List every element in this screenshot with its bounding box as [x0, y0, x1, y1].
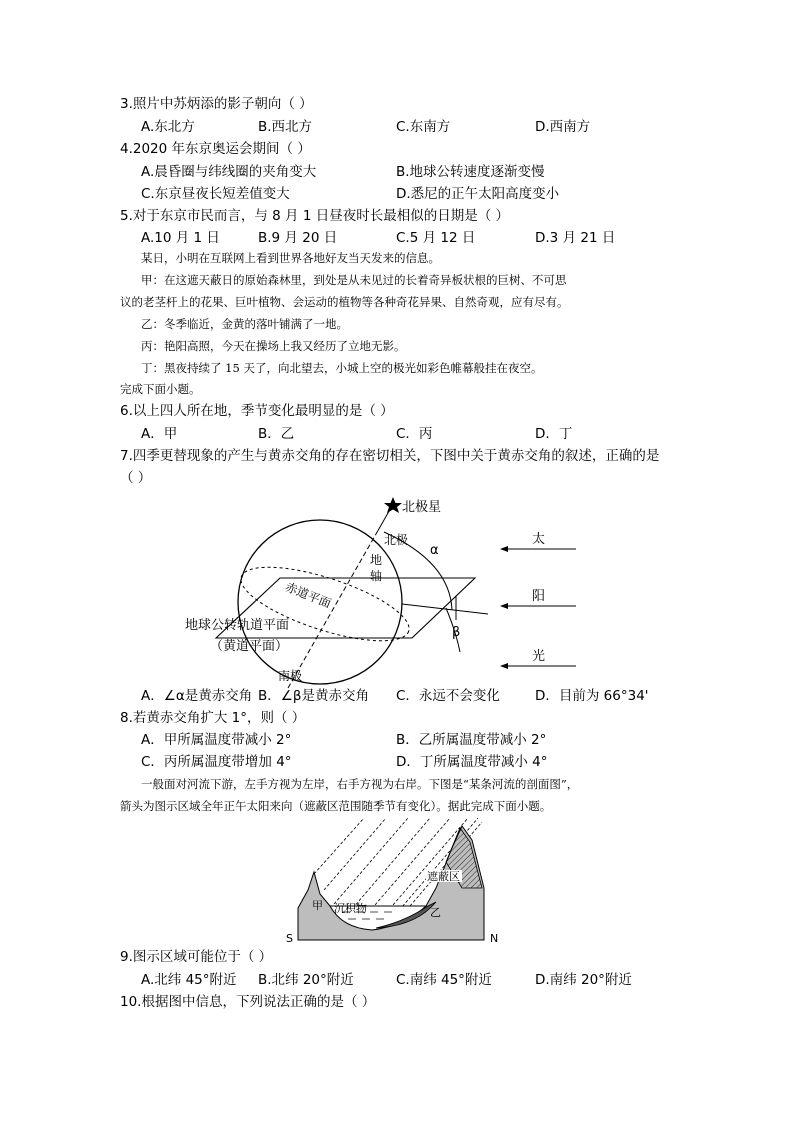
q10-stem: 10.根据图中信息，下列说法正确的是（ ） [120, 994, 376, 1010]
beta-line [402, 604, 488, 614]
arrowhead-icon [500, 546, 508, 552]
north-pole-label: 北极 [384, 533, 409, 547]
q4-option-a: A.晨昏圈与纬线圈的夹角变大 [141, 164, 317, 180]
n-label: N [490, 932, 499, 944]
q6-option-b: B．乙 [258, 426, 295, 442]
sun-label-1: 太 [532, 532, 546, 547]
q5-option-a: A.10 月 1 日 [141, 230, 220, 246]
polaris-label: 北极星 [402, 500, 442, 515]
passage2-line: 一般面对河流下游，左手方视为左岸，右手方视为右岸。下图是“某条河流的剖面图”， [141, 777, 579, 791]
q5-option-d: D.3 月 21 日 [535, 230, 616, 246]
q6-option-a: A．甲 [141, 426, 178, 442]
q8-stem: 8.若黄赤交角扩大 1°，则（ ） [120, 710, 306, 726]
beta-label: β [452, 625, 461, 640]
passage1-line: 丙：艳阳高照，今天在操场上我又经历了立地无影。 [141, 339, 406, 353]
q4-stem: 4.2020 年东京奥运会期间（ ） [120, 141, 311, 157]
q6-stem: 6.以上四人所在地，季节变化最明显的是（ ） [120, 403, 394, 419]
q3-option-c: C.东南方 [396, 119, 451, 135]
earth-axis [288, 534, 376, 688]
river-profile-diagram [286, 818, 506, 944]
q5-stem: 5.对于东京市民而言，与 8 月 1 日昼夜时长最相似的日期是（ ） [120, 208, 510, 224]
sun-label-2: 阳 [532, 589, 546, 604]
passage1-line: 乙：冬季临近，金黄的落叶铺满了一地。 [141, 317, 348, 331]
arrowhead-icon [500, 663, 508, 669]
q8-option-d: D．丁所属温度带减小 4° [396, 754, 548, 770]
q3-option-d: D.西南方 [535, 119, 591, 135]
q9-option-a: A.北纬 45°附近 [141, 972, 237, 988]
passage1-line: 议的老茎杆上的花果、巨叶植物、会运动的植物等各种奇花异果、自然奇观，应有尽有。 [120, 295, 569, 309]
q9-option-c: C.南纬 45°附近 [396, 972, 492, 988]
q8-option-c: C．丙所属温度带增加 4° [141, 754, 292, 770]
q6-option-d: D．丁 [535, 426, 573, 442]
q8-option-b: B．乙所属温度带减小 2° [396, 732, 547, 748]
q7-option-b: B．∠β是黄赤交角 [258, 688, 369, 704]
south-pole-label: 南极 [278, 669, 303, 683]
q7-stem: 7.四季更替现象的产生与黄赤交角的存在密切相关，下图中关于黄赤交角的叙述，正确的是 [120, 448, 660, 464]
q5-option-c: C.5 月 12 日 [396, 230, 476, 246]
earth-orbit-diagram [180, 492, 600, 690]
shade-region-label: 遮蔽区 [427, 870, 460, 883]
q5-option-b: B.9 月 20 日 [258, 230, 338, 246]
s-label: S [286, 932, 293, 944]
q7-option-a: A．∠α是黄赤交角 [141, 688, 253, 704]
q4-option-b: B.地球公转速度逐渐变慢 [396, 164, 545, 180]
passage1-line: 丁：黑夜持续了 15 天了，向北望去，小城上空的极光如彩色帷幕般挂在夜空。 [141, 361, 543, 375]
axis-label-2: 轴 [370, 569, 383, 583]
yi-label: 乙 [430, 906, 441, 919]
q7-stem-continued: （ ） [120, 470, 152, 486]
passage1-line: 完成下面小题。 [120, 382, 201, 396]
passage1-line: 甲：在这遮天蔽日的原始森林里，到处是从未见过的长着奇异板状根的巨树、不可思 [141, 273, 567, 287]
sediment-label: 沉积物 [334, 902, 367, 915]
arrowhead-icon [500, 603, 508, 609]
equator-plane-label: 赤道平面 [283, 579, 334, 611]
q7-option-c: C．永远不会变化 [396, 688, 500, 704]
ecliptic-label: （黄道平面） [210, 639, 289, 654]
passage1-line: 某日，小明在互联网上看到世界各地好友当天发来的信息。 [141, 251, 440, 265]
axis-label-1: 地 [370, 553, 383, 567]
passage2-line: 箭头为图示区域全年正午太阳来向（遮蔽区范围随季节有变化）。据此完成下面小题。 [120, 799, 552, 813]
q3-stem: 3.照片中苏炳添的影子朝向（ ） [120, 96, 313, 112]
star-icon [384, 497, 402, 513]
q9-option-d: D.南纬 20°附近 [535, 972, 632, 988]
orbit-plane-label: 地球公转轨道平面 [185, 618, 290, 633]
q6-option-c: C．丙 [396, 426, 433, 442]
alpha-label: α [430, 543, 439, 558]
q9-option-b: B.北纬 20°附近 [258, 972, 354, 988]
jia-label: 甲 [312, 899, 323, 912]
q9-stem: 9.图示区域可能位于（ ） [120, 949, 273, 965]
q8-option-a: A．甲所属温度带减小 2° [141, 732, 292, 748]
q4-option-d: D.悉尼的正午太阳高度变小 [396, 186, 560, 202]
sun-label-3: 光 [532, 649, 546, 664]
q3-option-a: A.东北方 [141, 119, 195, 135]
q7-option-d: D．目前为 66°34' [535, 688, 649, 704]
q3-option-b: B.西北方 [258, 119, 313, 135]
q4-option-c: C.东京昼夜长短差值变大 [141, 186, 290, 202]
